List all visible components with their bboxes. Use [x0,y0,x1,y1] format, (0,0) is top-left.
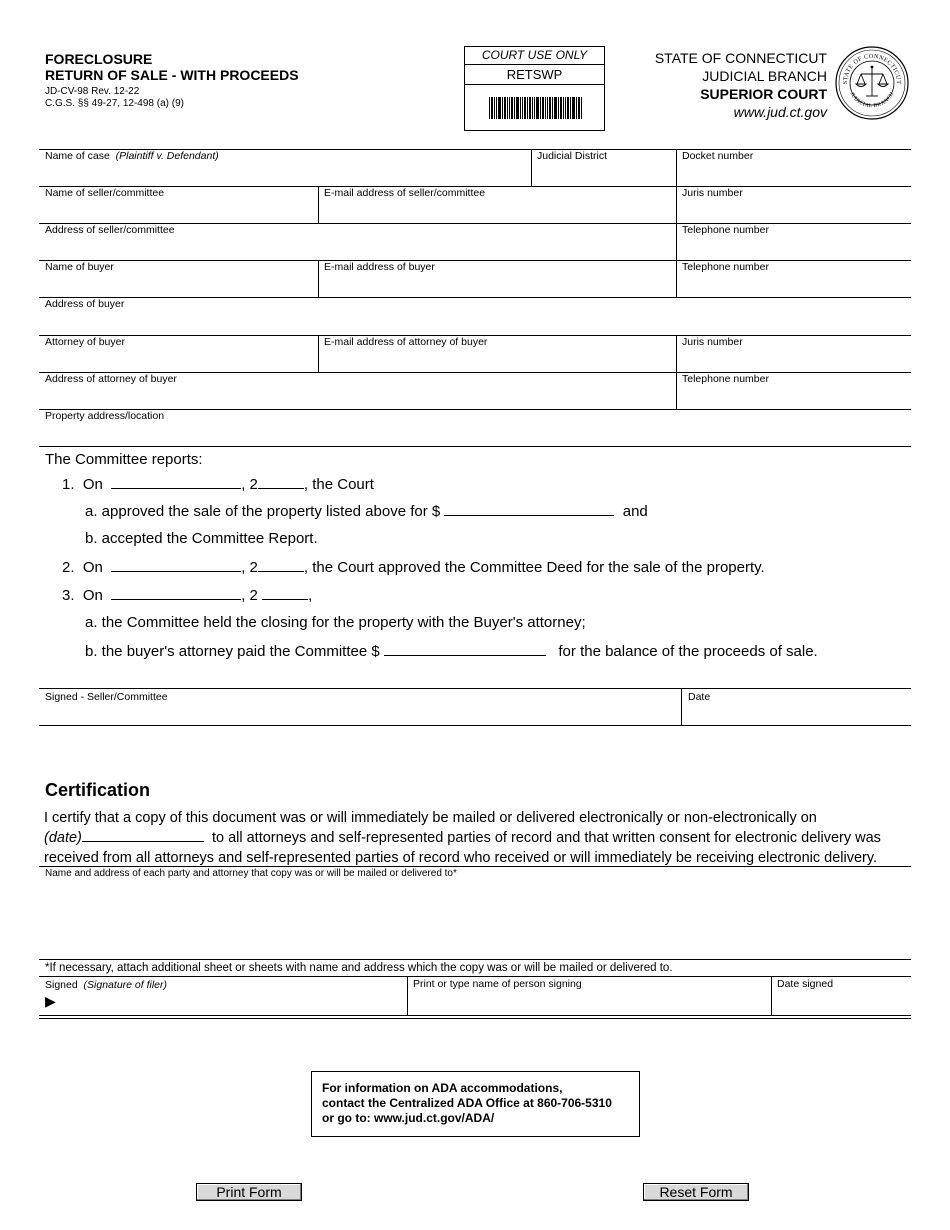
certification-title: Certification [45,780,151,800]
item-2-on: On [82,559,103,576]
report-item-3 [62,586,312,605]
branch-name: JUDICIAL BRANCH [702,68,827,84]
report-item-2 [62,558,765,577]
certification-line-2-text: to all attorneys and self-represented parties of record and that written consent for electronic delivery was [211,830,881,846]
attorney-phone-label: Telephone number [682,373,769,385]
sale-amount-blank[interactable] [444,502,614,516]
certification-text [44,808,914,868]
ada-line-3: or go to: www.jud.ct.gov/ADA/ [322,1111,495,1125]
attorney-name-label: Attorney of buyer [45,336,125,348]
recipients-label: Name and address of each party and attorney that copy was or will be mailed or delivered to* [45,868,457,879]
property-address-label: Property address/location [45,410,165,422]
item-3b-tail: for the balance of the proceeds of sale. [558,643,818,660]
filer-signature-hint: (Signature of filer) [83,979,167,991]
item-3-number: 3. [62,587,75,604]
item-3-year-prefix: , 2 [241,587,258,604]
buyer-email-label: E-mail address of buyer [324,261,435,273]
buyer-name-label: Name of buyer [45,261,114,273]
form-number: JD-CV-98 Rev. 12-22 [45,86,140,97]
state-block [655,49,827,121]
seller-phone-label: Telephone number [682,224,769,236]
seller-juris-label: Juris number [682,187,743,199]
buyer-address-label: Address of buyer [45,298,125,310]
report-item-1 [62,475,374,494]
item-2-year-blank[interactable] [258,558,304,572]
item-2-number: 2. [62,559,75,576]
print-name-label: Print or type name of person signing [413,978,582,990]
seller-email-label: E-mail address of seller/committee [324,187,486,199]
item-1-year-prefix: , 2 [241,476,258,493]
attorney-juris-label: Juris number [682,336,743,348]
report-item-3a: a. the Committee held the closing for the property with the Buyer's attorney; [85,614,586,631]
seller-name-label: Name of seller/committee [45,187,165,199]
ada-line-1: For information on ADA accommodations, [322,1081,563,1095]
filer-signature-label [45,979,167,991]
seller-signature-field[interactable] [45,705,675,723]
buyer-phone-label: Telephone number [682,261,769,273]
svg-text:STATE OF CONNECTICUT: STATE OF CONNECTICUT [841,52,903,85]
court-use-only-box [464,46,605,131]
item-2-date-blank[interactable] [111,558,241,572]
signature-date-label: Date [688,691,711,703]
form-statute: C.G.S. §§ 49-27, 12-498 (a) (9) [45,98,184,109]
certification-date-blank[interactable] [82,828,204,842]
certification-line-1: I certify that a copy of this document was or will immediately be mailed or delivered electronically or non-electronically on [44,810,817,826]
state-name: STATE OF CONNECTICUT [654,50,827,66]
date-signed-field[interactable] [777,993,907,1013]
report-item-1b: b. accepted the Committee Report. [85,530,318,547]
ada-line-2: contact the Centralized ADA Office at 860-706-5310 [322,1096,612,1110]
item-3-on: On [82,587,103,604]
attorney-address-label: Address of attorney of buyer [45,373,177,385]
barcode-icon [489,97,583,119]
item-1-tail: , the Court [303,476,374,493]
form-title-line2: RETURN OF SALE - WITH PROCEEDS [45,67,299,83]
svg-text:JUDICIAL BRANCH: JUDICIAL BRANCH [848,91,896,110]
ada-info-box [311,1071,640,1137]
judicial-seal-icon [835,46,909,120]
filer-signature-field[interactable] [62,993,402,1013]
report-intro: The Committee reports: [45,451,203,468]
item-1a-text: a. approved the sale of the property listed above for $ [85,503,441,520]
item-2-year-prefix: , 2 [241,559,258,576]
signature-arrow-icon: ▶ [45,993,56,1009]
balance-amount-blank[interactable] [384,642,546,656]
print-form-button[interactable]: Print Form [196,1183,302,1201]
item-3-tail: , [308,587,313,604]
signature-date-field[interactable] [688,705,908,723]
item-1-date-blank[interactable] [111,475,241,489]
item-3b-text: b. the buyer's attorney paid the Committee $ [85,643,380,660]
docket-number-label: Docket number [682,150,754,162]
court-code: RETSWP [465,65,604,85]
attorney-email-label: E-mail address of attorney of buyer [324,336,488,348]
item-1-number: 1. [62,476,75,493]
report-item-3b [85,642,818,661]
filer-signed-label: Signed [45,979,78,991]
item-1-on: On [82,476,103,493]
certification-footnote: *If necessary, attach additional sheet or sheets with name and address which the copy was or will be mailed or delivered to. [45,962,673,974]
item-2-tail: , the Court approved the Committee Deed for the sale of the property. [303,559,765,576]
certification-line-2 [44,828,914,848]
item-1a-and: and [622,503,648,520]
report-item-1a [85,502,648,521]
court-name: SUPERIOR COURT [700,86,827,102]
case-name-label: Name of case [45,150,110,162]
seller-signature-label: Signed - Seller/Committee [45,691,168,703]
certification-date-hint: (date) [44,830,82,846]
case-name-field[interactable] [45,150,219,162]
court-use-only-label: COURT USE ONLY [465,47,604,65]
judicial-district-label: Judicial District [537,150,608,162]
seller-address-label: Address of seller/committee [45,224,175,236]
recipients-field[interactable] [45,882,905,956]
form-title-line1: FORECLOSURE [45,51,153,67]
website: www.jud.ct.gov [733,104,827,120]
print-name-field[interactable] [413,993,765,1013]
item-3-date-blank[interactable] [111,586,241,600]
item-1-year-blank[interactable] [258,475,304,489]
date-signed-label: Date signed [777,978,834,990]
item-3-year-blank[interactable] [262,586,308,600]
case-name-hint: (Plaintiff v. Defendant) [115,150,219,162]
certification-line-3: received from all attorneys and self-represented parties of record who received or will immediately be receiving electronic delivery. [44,850,878,866]
form-header [45,51,299,110]
reset-form-button[interactable]: Reset Form [643,1183,749,1201]
